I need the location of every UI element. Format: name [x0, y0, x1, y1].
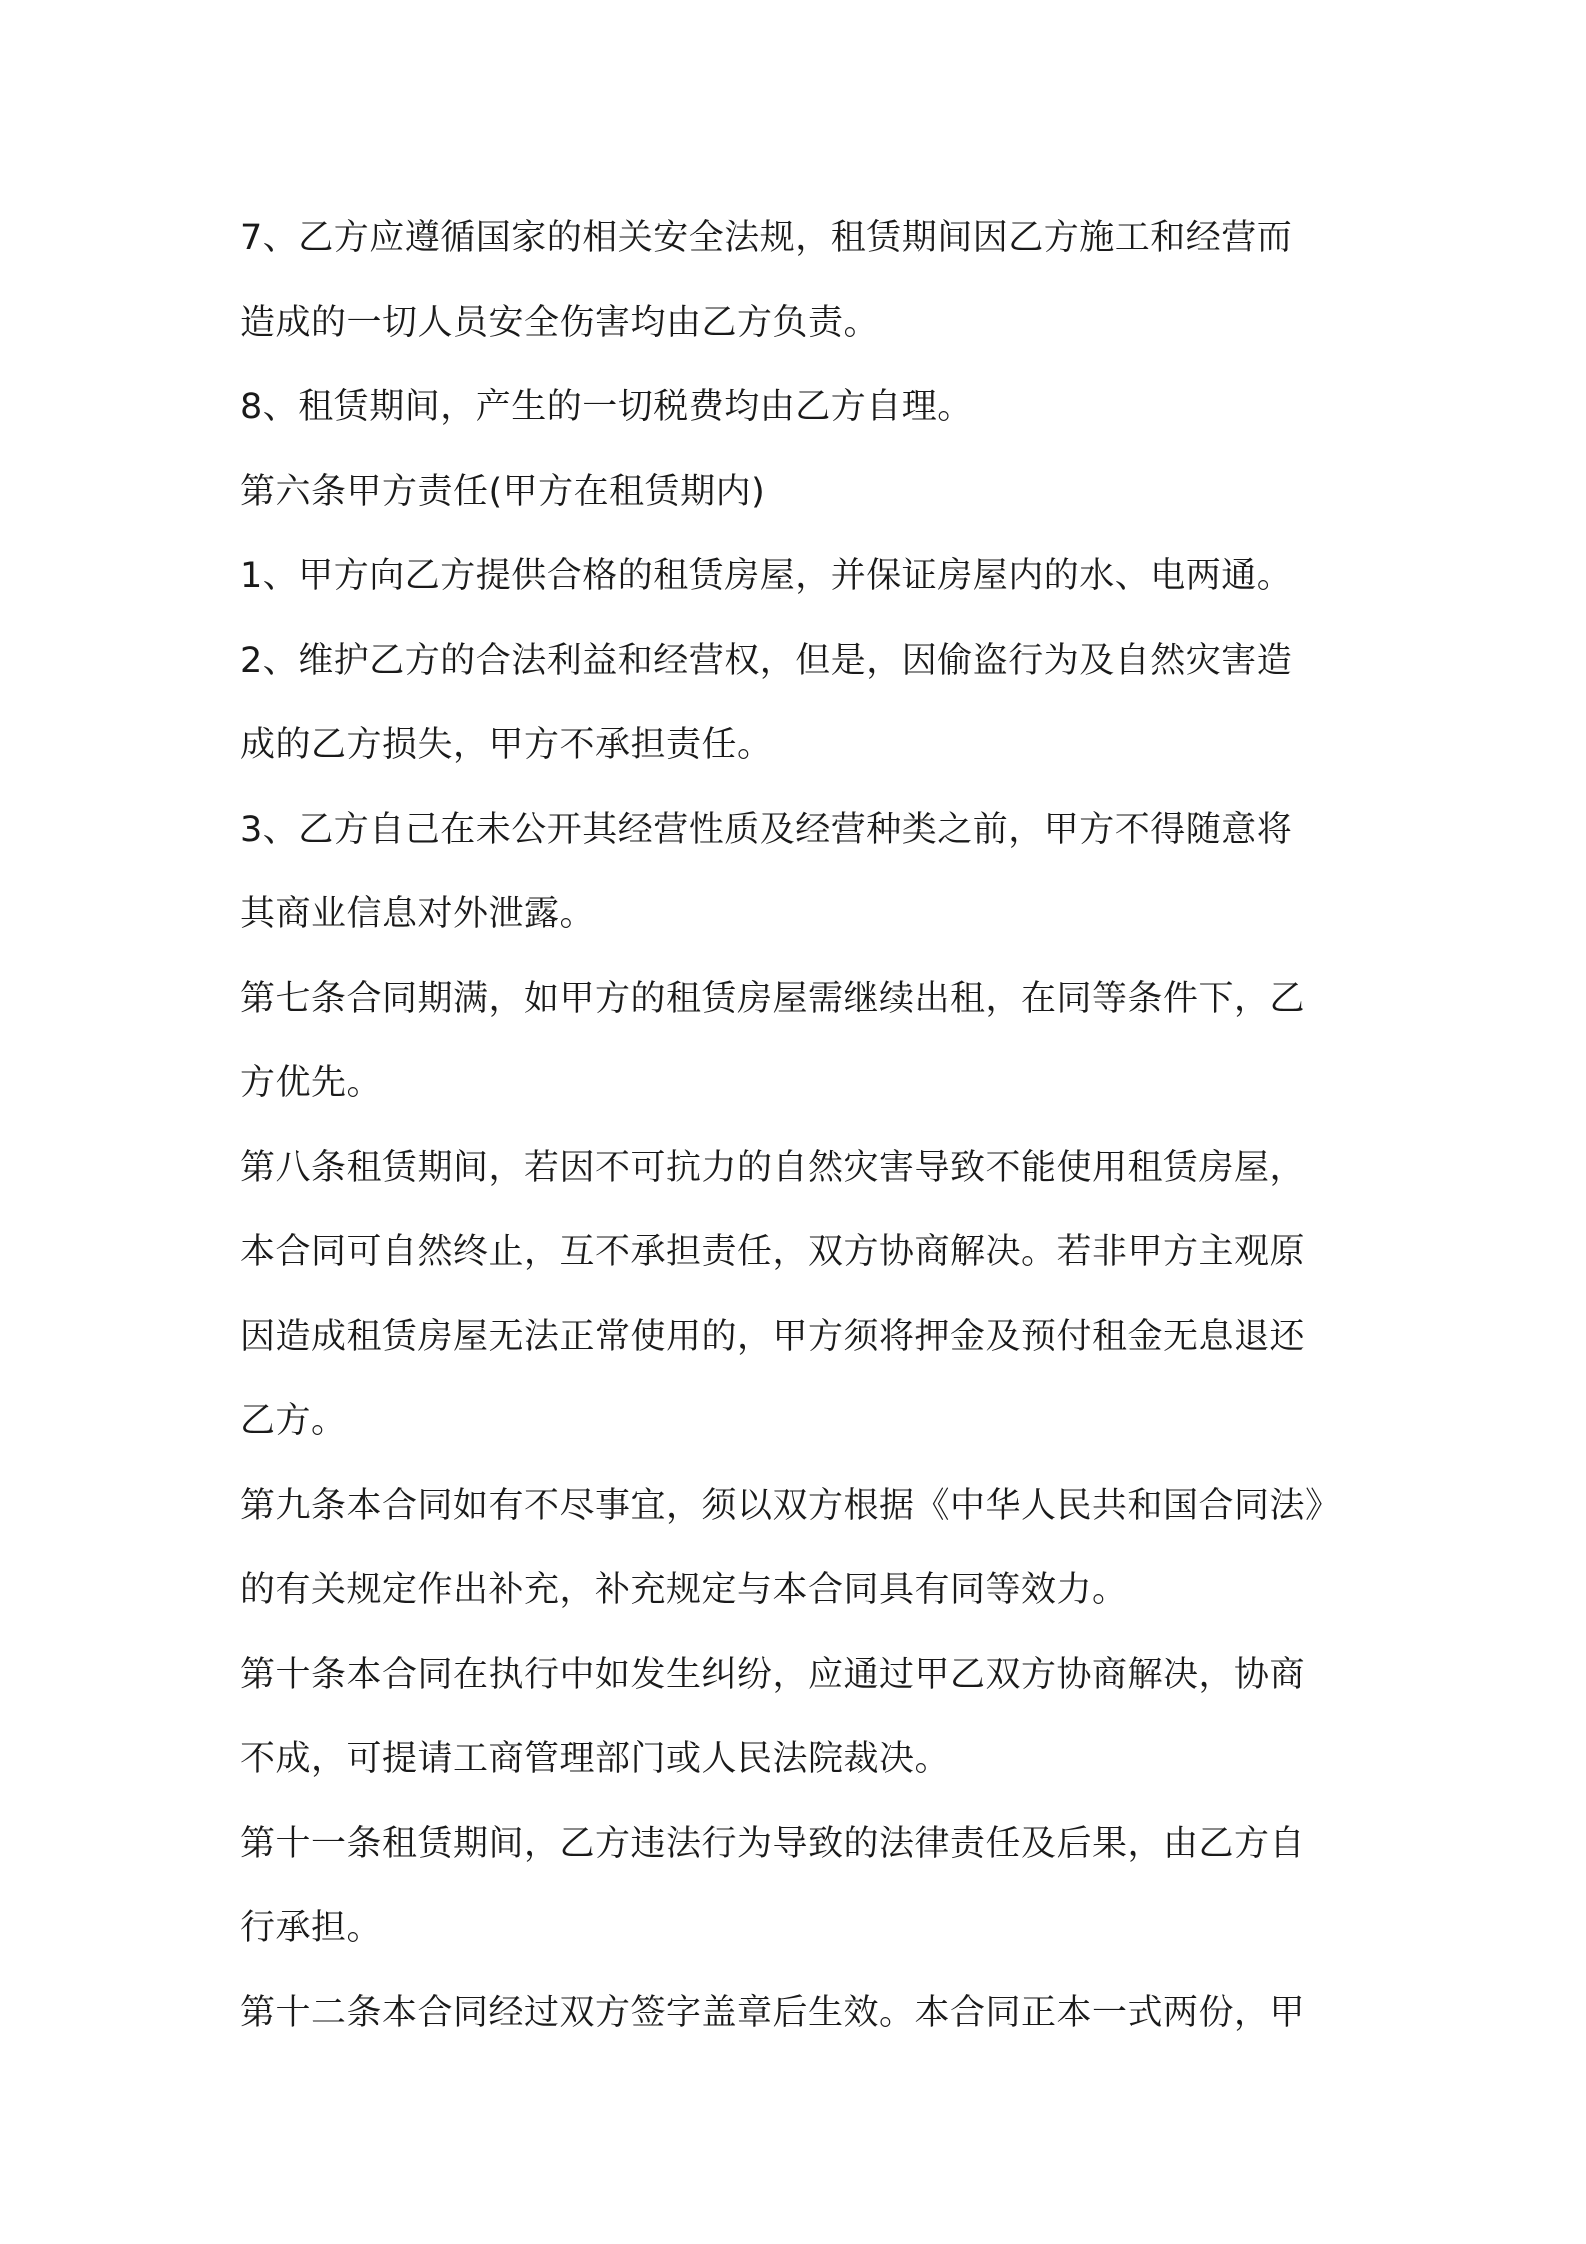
text-line: 造成的一切人员安全伤害均由乙方负责。: [240, 302, 880, 343]
text-line: 第十一条租赁期间，乙方违法行为导致的法律责任及后果，由乙方自: [240, 1823, 1306, 1864]
text-line: 的有关规定作出补充，补充规定与本合同具有同等效力。: [240, 1570, 1128, 1610]
text-line: 方优先。: [240, 1063, 383, 1103]
text-line: 第八条租赁期间，若因不可抗力的自然灾害导致不能使用租赁房屋，: [240, 1147, 1306, 1188]
text-line: 不成，可提请工商管理部门或人民法院裁决。: [240, 1739, 951, 1779]
text-line: 第十条本合同在执行中如发生纠纷，应通过甲乙双方协商解决，协商: [240, 1654, 1306, 1695]
text-line: 乙方。: [240, 1401, 347, 1441]
text-line: 1、甲方向乙方提供合格的租赁房屋，并保证房屋内的水、电两通。: [240, 556, 1293, 596]
text-line: 3、乙方自己在未公开其经营性质及经营种类之前，甲方不得随意将: [240, 809, 1293, 850]
text-line: 成的乙方损失，甲方不承担责任。: [240, 725, 773, 765]
text-line: 本合同可自然终止，互不承担责任，双方协商解决。若非甲方主观原: [240, 1232, 1306, 1272]
text-line: 第七条合同期满，如甲方的租赁房屋需继续出租，在同等条件下，乙: [240, 978, 1306, 1019]
text-line: 行承担。: [240, 1908, 383, 1948]
text-line: 第九条本合同如有不尽事宜，须以双方根据《中华人民共和国合同法》: [240, 1485, 1341, 1526]
text-line: 7、乙方应遵循国家的相关安全法规，租赁期间因乙方施工和经营而: [240, 218, 1293, 258]
section-heading: 第六条甲方责任(甲方在租赁期内): [240, 471, 766, 512]
text-line: 第十二条本合同经过双方签字盖章后生效。本合同正本一式两份，甲: [240, 1992, 1306, 2033]
text-line: 因造成租赁房屋无法正常使用的，甲方须将押金及预付租金无息退还: [240, 1316, 1306, 1357]
text-line: 8、租赁期间，产生的一切税费均由乙方自理。: [240, 387, 973, 427]
contract-body-text: [240, 196, 1365, 2055]
text-line: 其商业信息对外泄露。: [240, 894, 596, 934]
text-line: 2、维护乙方的合法利益和经营权，但是，因偷盗行为及自然灾害造: [240, 640, 1293, 681]
